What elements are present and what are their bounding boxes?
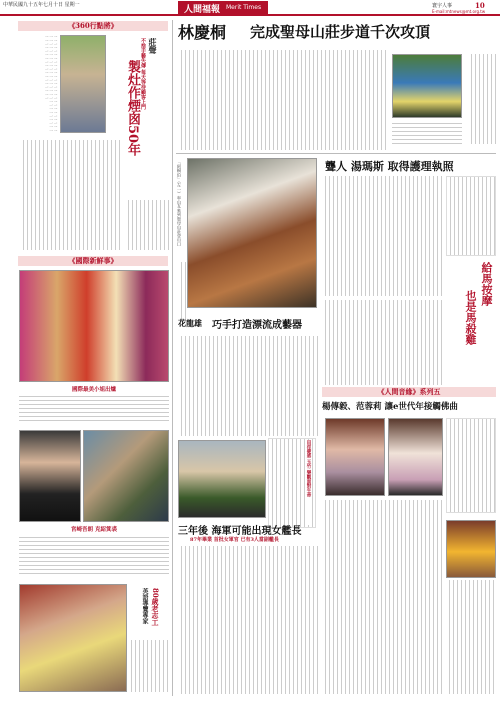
craftsman-caption [178, 262, 186, 322]
massage-title1: 給馬按摩 [480, 262, 493, 306]
hikers-caption [392, 120, 462, 145]
main-text-1 [178, 50, 388, 150]
photo-label-left: 「阿桐伯」（左一）率山友來到聖母山莊登山口 [177, 160, 182, 246]
thai-body [322, 176, 442, 296]
music-tag: 《人間音緣》系列五 [322, 387, 496, 397]
photo-craftsman [187, 158, 317, 308]
navy-body [178, 546, 318, 694]
story1-body2 [125, 200, 170, 250]
story1-title: 製灶作煙囪50年 [125, 60, 140, 157]
tag-360: 《360行點將》 [18, 21, 168, 31]
photo-music-1 [325, 418, 385, 496]
pageant-caption-title: 國際最美小姐出爐 [71, 387, 116, 393]
music-sidebar [446, 418, 496, 513]
photo-old-worker [60, 35, 106, 133]
page-number: 10 [475, 1, 485, 10]
photo-pageant [19, 270, 169, 382]
col-text-1: 一一一一一一一一一一一一一一一一一一一一一一一一一一一一一一一一一一一一一一一一一一一一一一一一一一一一一一一一一一一一一一一一一一一一一一一一 [45, 35, 58, 133]
headline: 完成聖母山莊步道千次攻頂 [250, 23, 431, 41]
elder-sub: 英語導覽專家 [141, 588, 148, 624]
pageant-caption [19, 393, 169, 421]
logo-box [178, 1, 268, 14]
photo-anime [83, 430, 169, 522]
photo-elder [19, 584, 127, 692]
elder-title: 80歲老志工 [151, 588, 160, 626]
h-rule-1 [176, 153, 496, 154]
hike-author: 花龍雄 [178, 318, 202, 328]
navy-sub: 87年畢業 首批女軍官 已有3人當副艦長 [190, 537, 279, 543]
email: E-mail:mtnews@mt.org.tw [432, 9, 486, 14]
massage-title2: 也是馬殺雞 [464, 290, 477, 345]
headline-name: 林慶桐 [178, 23, 227, 42]
left-divider [172, 20, 173, 696]
quote1: 田徑健將 玉竹 樂觀面對生命 [305, 440, 311, 525]
tag-international: 《國際新鮮事》 [18, 256, 168, 266]
music-head: 楊傳毅、范蓉莉 讓e世代年接觸佛曲 [322, 402, 458, 412]
massage-body [322, 300, 442, 385]
story1-author: 莊聲 [148, 38, 158, 54]
thai-sidebar [446, 176, 496, 256]
side-caption [468, 54, 496, 144]
photo-music-3 [446, 520, 496, 578]
masthead [0, 0, 500, 16]
driftwood-body [178, 336, 318, 436]
story1-body [20, 140, 120, 250]
story1-sub: 不捨手藝失傳 每天等待顧客上門 [140, 38, 146, 110]
anime-caption [19, 534, 169, 574]
thai-head: 聾人 湯瑪斯 取得護理執照 [325, 160, 454, 173]
photo-director [19, 430, 81, 522]
photo-hikers [392, 54, 462, 118]
music-body [322, 500, 442, 694]
hike-title: 巧手打造漂流成藝器 [212, 320, 302, 331]
issue-date: 中華民國九十五年七月十日 星期一 [3, 2, 80, 8]
photo-navy [178, 440, 266, 518]
section-name: 寰宇人事 [432, 3, 453, 9]
logo: 人間福報 [184, 5, 221, 15]
elder-body [128, 640, 170, 692]
music-body-2 [446, 580, 496, 694]
logo-en: Merit Times [226, 4, 262, 11]
navy-title: 三年後 海軍可能出現女艦長 [178, 526, 302, 537]
anime-caption-title: 宮崎吾朗 克紹箕裘 [71, 527, 117, 533]
photo-music-2 [388, 418, 443, 496]
